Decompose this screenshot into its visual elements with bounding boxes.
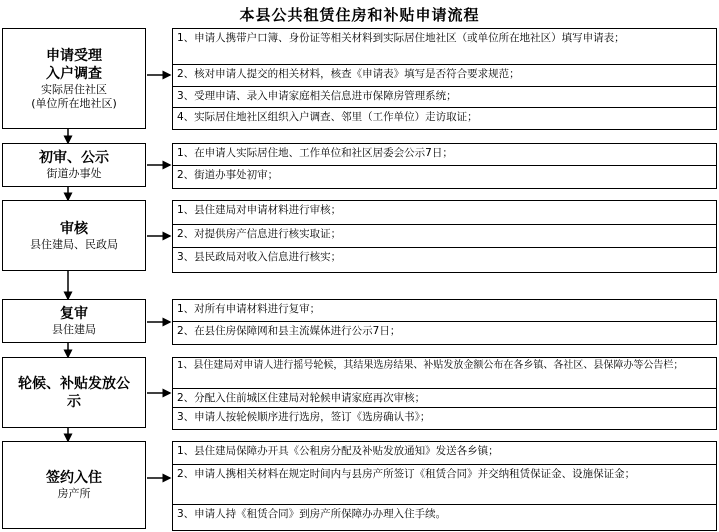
step-item: 3、受理申请、录入申请家庭相关信息进市保障房管理系统； <box>173 87 716 108</box>
steps-queue-subsidy <box>172 357 717 430</box>
step-item: 4、实际居住地社区组织入户调查、邻里（工作单位）走访取证； <box>177 111 478 123</box>
step-item: 1、在申请人实际居住地、工作单位和社区居委会公示7日； <box>173 144 716 166</box>
stage-name: 审核 <box>60 220 88 237</box>
stage-box-queue-subsidy <box>2 357 146 428</box>
stage-name: 申请受理 <box>46 47 102 64</box>
stage-box-preliminary-review <box>2 143 146 187</box>
page-title: 本县公共租赁住房和补贴申请流程 <box>239 6 480 24</box>
stage-department: 实际居住社区 <box>41 82 107 96</box>
steps-contract-move-in <box>172 441 717 531</box>
stage-department: 街道办事处 <box>46 167 102 180</box>
steps-re-review <box>172 299 717 345</box>
step-item: 1、县住建局保障办开具《公租房分配及补贴发放通知》发送各乡镇； <box>173 442 716 465</box>
stage-box-acceptance <box>2 28 146 129</box>
stage-department: 县住建局 <box>52 323 96 336</box>
steps-preliminary-review <box>172 143 717 189</box>
stage-name: 示 <box>67 393 81 410</box>
step-item: 3、申请人持《租赁合同》到房产所保障办办理入住手续。 <box>177 508 447 520</box>
stage-name: 轮候、补贴发放公 <box>18 375 130 392</box>
step-item: 2、对提供房产信息进行核实取证； <box>173 225 716 248</box>
step-item: 2、申请人携相关材料在规定时间内与县房产所签订《租赁合同》并交纳租赁保证金、设施保证金； <box>173 465 716 505</box>
step-item: 2、分配入住前城区住建局对轮候申请家庭再次审核； <box>173 389 716 408</box>
step-item: 1、对所有申请材料进行复审； <box>173 300 716 322</box>
stage-box-audit <box>2 200 146 271</box>
stage-box-contract-move-in <box>2 441 146 529</box>
stage-name: 初审、公示 <box>39 150 109 166</box>
step-item: 2、街道办事处初审； <box>177 169 279 181</box>
step-item: 1、申请人携带户口簿、身份证等相关材料到实际居住地社区（或单位所在地社区）填写申请表； <box>173 29 716 65</box>
step-item: 3、县民政局对收入信息进行核实； <box>177 251 342 263</box>
step-item: 2、在县住房保障网和县主流媒体进行公示7日； <box>177 325 401 337</box>
stage-name: 复审 <box>60 306 88 322</box>
steps-audit <box>172 200 717 273</box>
stage-box-re-review <box>2 299 146 343</box>
step-item: 2、核对申请人提交的相关材料，核查《申请表》填写是否符合要求规范； <box>173 65 716 87</box>
stage-department: 县住建局、民政局 <box>30 237 118 251</box>
stage-name: 签约入住 <box>46 470 102 486</box>
stage-department: 房产所 <box>57 487 91 500</box>
steps-acceptance <box>172 28 717 130</box>
step-item: 1、县住建局对申请材料进行审核； <box>173 201 716 225</box>
step-item: 1、县住建局对申请人进行摇号轮候，其结果选房结果、补贴发放金额公布在各乡镇、各社区、县保障办等公告栏； <box>173 358 716 389</box>
stage-department: (单位所在地社区) <box>31 96 117 110</box>
step-item: 3、申请人按轮候顺序进行选房，签订《选房确认书》； <box>177 411 431 423</box>
stage-name: 入户调查 <box>46 65 102 82</box>
